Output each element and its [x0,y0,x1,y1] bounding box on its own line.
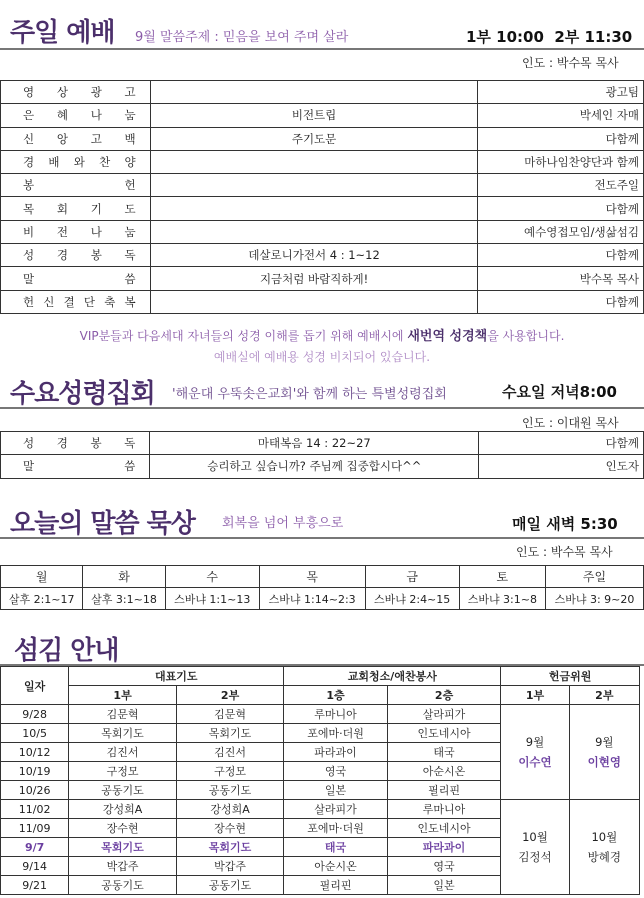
order-item-name: 경 배 와 찬 양 [1,150,151,173]
cell-date: 10/19 [1,762,69,781]
order-item-content [150,220,478,243]
cell-p1: 목회기도 [69,838,177,857]
cell-f1: 필리핀 [284,876,387,895]
order-row [1,455,644,478]
cell-date: 9/21 [1,876,69,895]
order-item-name: 성 경 봉 독 [1,244,151,267]
cell-date: 9/28 [1,705,69,724]
meditation-subtitle: 회복을 넘어 부흥으로 [222,516,344,531]
offering-month: 10월 [591,830,618,844]
subheader: 2부 [176,686,284,705]
order-item-content [150,81,478,104]
order-item-leader: 다함께 [478,127,644,150]
meditation-day: 목 [259,566,365,588]
cell-f1: 포에마·더원 [284,724,387,743]
order-row [1,244,644,267]
divider [0,537,644,539]
meditation-passage: 살후 3:1~18 [83,588,165,610]
order-item-leader: 다함께 [478,197,644,220]
notice-text: VIP분들과 다음세대 자녀들의 성경 이해를 돕기 위해 예배시에 [79,329,408,343]
meditation-day: 월 [1,566,83,588]
order-row [1,197,644,220]
cell-f2: 필리핀 [387,781,501,800]
table-row [1,705,640,724]
wednesday-order-table [0,431,644,479]
cell-f2: 태국 [387,743,501,762]
cell-p2: 공동기도 [176,781,284,800]
order-item-name: 성 경 봉 독 [1,432,150,455]
offering-name: 방혜경 [587,850,621,864]
meditation-time: 매일 새벽 5:30 [512,515,618,533]
cell-p1: 공동기도 [69,876,177,895]
order-row [1,174,644,197]
subheader: 1부 [501,686,569,705]
cell-p2: 장수현 [176,819,284,838]
meditation-day: 금 [365,566,459,588]
cell-f1: 파라과이 [284,743,387,762]
sunday-title: 주일 예배 [10,18,115,48]
order-row [1,220,644,243]
cell-date: 9/14 [1,857,69,876]
order-row [1,267,644,290]
cell-f2: 일본 [387,876,501,895]
order-item-leader: 인도자 [479,455,644,478]
order-row [1,81,644,104]
meditation-passage: 살후 2:1~17 [1,588,83,610]
order-item-leader: 다함께 [478,290,644,313]
order-item-leader: 예수영접모임/생삶섬김 [478,220,644,243]
offering-oct-2 [569,800,639,895]
cell-date: 10/26 [1,781,69,800]
order-item-content: 비전트립 [150,104,478,127]
offering-sep-1 [501,705,569,800]
cell-p2: 목회기도 [176,838,284,857]
cell-p2: 김문혁 [176,705,284,724]
cell-date: 11/09 [1,819,69,838]
sunday-preacher: 인도 : 박수목 목사 [522,56,619,70]
meditation-day: 화 [83,566,165,588]
cell-f1: 살라피가 [284,800,387,819]
meditation-day: 토 [459,566,545,588]
order-item-leader: 박세인 자매 [478,104,644,127]
cell-p1: 구정모 [69,762,177,781]
cell-p2: 박갑주 [176,857,284,876]
cell-p2: 목회기도 [176,724,284,743]
cell-p1: 김진서 [69,743,177,762]
cell-f1: 일본 [284,781,387,800]
meditation-passage: 스바냐 1:1~13 [165,588,259,610]
order-item-name: 말 씀 [1,455,150,478]
offering-month: 9월 [595,735,614,749]
cell-date: 10/12 [1,743,69,762]
service-table [0,666,640,895]
order-item-leader: 마하나임찬양단과 함께 [478,150,644,173]
header-offering: 헌금위원 [501,667,640,686]
meditation-preacher: 인도 : 박수목 목사 [516,545,613,559]
order-row [1,127,644,150]
order-item-name: 비 전 나 눔 [1,220,151,243]
meditation-day: 주일 [546,566,644,588]
order-item-content: 마태복음 14 : 22~27 [150,432,479,455]
offering-name: 이현영 [587,755,621,769]
bible-notice-2: 예배실에 예배용 성경 비치되어 있습니다. [213,350,431,364]
subheader: 1층 [284,686,387,705]
cell-p1: 김문혁 [69,705,177,724]
offering-sep-2 [569,705,639,800]
offering-month: 9월 [525,735,545,749]
order-item-content [150,174,478,197]
sunday-theme: 9월 말씀주제 : 믿음을 보여 주며 살라 [135,30,349,45]
cell-p1: 공동기도 [69,781,177,800]
cell-f2: 아순시온 [387,762,501,781]
cell-p1: 장수현 [69,819,177,838]
meditation-passage: 스바냐 3:1~8 [459,588,545,610]
cell-f1: 루마니아 [284,705,387,724]
order-item-name: 은 혜 나 눔 [1,104,151,127]
order-item-name: 목 회 기 도 [1,197,151,220]
cell-f2: 인도네시아 [387,724,501,743]
cell-f2: 살라피가 [387,705,501,724]
order-row [1,432,644,455]
cell-p2: 공동기도 [176,876,284,895]
cell-p1: 강성희A [69,800,177,819]
meditation-passage: 스바냐 3: 9~20 [546,588,644,610]
subheader: 2층 [387,686,501,705]
order-item-name: 영 상 광 고 [1,81,151,104]
header-date: 일자 [1,667,69,705]
order-item-content [150,197,478,220]
cell-p2: 김진서 [176,743,284,762]
service-title: 섬김 안내 [14,636,119,666]
offering-oct-1 [501,800,569,895]
cell-f2: 파라과이 [387,838,501,857]
notice-text-end: 을 사용합니다. [487,329,565,343]
cell-p1: 목회기도 [69,724,177,743]
order-item-name: 헌 신 결 단 축 복 [1,290,151,313]
order-item-name: 말 씀 [1,267,151,290]
cell-f2: 루마니아 [387,800,501,819]
cell-f2: 영국 [387,857,501,876]
order-item-name: 신 앙 고 백 [1,127,151,150]
order-item-content: 데살로니가전서 4 : 1~12 [150,244,478,267]
cell-p2: 강성희A [176,800,284,819]
order-row [1,150,644,173]
bible-notice [0,325,644,344]
cell-p2: 구정모 [176,762,284,781]
cell-date: 10/5 [1,724,69,743]
meditation-table [0,565,644,610]
wednesday-title: 수요성령집회 [10,379,155,409]
cell-date: 9/7 [1,838,69,857]
order-item-leader: 광고팀 [478,81,644,104]
notice-bold: 새번역 성경책 [407,329,488,344]
meditation-day: 수 [165,566,259,588]
sunday-time: 1부 10:00 2부 11:30 [466,28,633,46]
order-item-content: 주기도문 [150,127,478,150]
subheader: 2부 [569,686,639,705]
subheader: 1부 [69,686,177,705]
table-row [1,800,640,819]
meditation-title: 오늘의 말씀 묵상 [10,509,195,539]
order-item-leader: 전도주일 [478,174,644,197]
offering-name: 김정석 [518,850,552,864]
order-item-leader: 다함께 [478,244,644,267]
cell-f1: 태국 [284,838,387,857]
divider [0,48,644,50]
header-prayer: 대표기도 [69,667,284,686]
wednesday-subtitle: '해운대 우뚝솟은교회'와 함께 하는 특별성령집회 [172,387,447,402]
order-item-content: 지금처럼 바람직하게! [150,267,478,290]
order-item-content [150,290,478,313]
cell-f2: 인도네시아 [387,819,501,838]
divider [0,407,644,409]
order-item-content [150,150,478,173]
sunday-order-table [0,80,644,314]
cell-f1: 아순시온 [284,857,387,876]
order-item-leader: 박수목 목사 [478,267,644,290]
cell-f1: 영국 [284,762,387,781]
offering-name: 이수연 [518,755,552,769]
cell-date: 11/02 [1,800,69,819]
wednesday-preacher: 인도 : 이대원 목사 [522,416,619,430]
order-item-leader: 다함께 [479,432,644,455]
header-cleaning: 교회청소/애찬봉사 [284,667,501,686]
wednesday-time: 수요일 저녁8:00 [502,383,617,401]
meditation-passage: 스바냐 2:4~15 [365,588,459,610]
order-row [1,290,644,313]
cell-f1: 포에마·더원 [284,819,387,838]
order-item-content: 승리하고 싶습니까? 주님께 집중합시다^^ [150,455,479,478]
order-row [1,104,644,127]
order-item-name: 봉 헌 [1,174,151,197]
meditation-passage: 스바냐 1:14~2:3 [259,588,365,610]
offering-month: 10월 [522,830,548,844]
cell-p1: 박갑주 [69,857,177,876]
